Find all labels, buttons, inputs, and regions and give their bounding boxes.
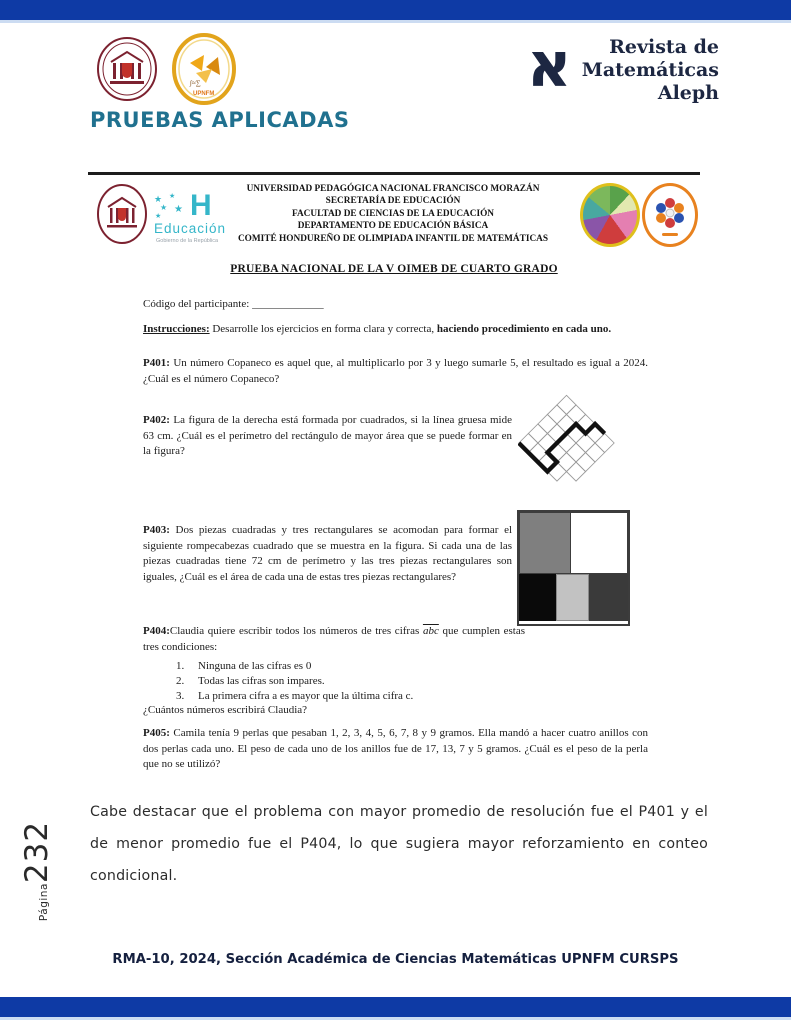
institution-line4: DEPARTAMENTO DE EDUCACIÓN BÁSICA (297, 221, 489, 232)
journal-title-line1: Revista de (609, 36, 719, 58)
institution-line3: FACULTAD DE CIENCIAS DE LA EDUCACIÓN (291, 208, 495, 219)
page-number-value: 232 (19, 820, 55, 884)
educacion-label: Educación (154, 221, 227, 236)
exam-header (88, 181, 700, 251)
condition-number: 3. (176, 690, 185, 702)
p404-text-post: que cumplen estas tres condiciones: (143, 625, 526, 653)
honduras-stars-icon: ★ ★ ★ ★ ★ (154, 192, 183, 220)
journal-title-line3: Aleph (657, 82, 719, 104)
p405-text: Camila tenía 9 perlas que pesaban 1, 2, 3, 4, 5, 6, 7, 8 y 9 gramos. Ella mandó a hacer cuatro anillos con dos perlas cada uno. El peso de cada uno de los anillos fue de 17, 13, 7 y 5 gramos. ¿Cuál es el peso de la perla que no se utilizó? (143, 727, 648, 770)
p404-abc-overline: $\overline{abc}$ (422, 625, 439, 637)
instructions (143, 322, 648, 338)
condition-text: La primera cifra a es mayor que la última cifra c. (198, 690, 414, 702)
condition-text: Todas las cifras son impares. (198, 675, 325, 687)
problem-p404 (143, 624, 525, 655)
p401-label: P401: (143, 357, 170, 369)
condition-number: 2. (176, 675, 185, 687)
olimpiada-infantil-logo-icon (580, 183, 640, 247)
institution-line5: COMITÉ HONDUREÑO DE OLIMPIADA INFANTIL DE MATEMÁTICAS (237, 233, 549, 244)
aleph-icon: א (526, 28, 572, 101)
section-title: PRUEBAS APLICADAS (90, 108, 350, 132)
p404-question: ¿Cuántos números escribirá Claudia? (143, 704, 308, 716)
problem-p405 (143, 726, 648, 773)
puzzle-gray-square (519, 512, 571, 574)
academy-math-logo-icon (172, 33, 236, 105)
p403-label: P403: (143, 524, 170, 536)
journal-footer: RMA-10, 2024, Sección Académica de Ciencias Matemáticas UPNFM CURSPS (112, 952, 679, 967)
p404-conditions-list (176, 659, 596, 704)
exam-title: PRUEBA NACIONAL DE LA V OIMEB DE CUARTO GRADO (230, 263, 558, 275)
journal-title-line2: Matemáticas (581, 59, 719, 81)
educacion-h-icon: H (190, 189, 212, 222)
page-number-label: Página (38, 883, 50, 922)
p403-puzzle-figure (517, 510, 630, 626)
codigo-blank: _____________ (252, 298, 324, 310)
instructions-bold: haciendo procedimiento en cada uno. (436, 323, 612, 335)
p402-label: P402: (143, 414, 170, 426)
svg-text:∫≈∑: ∫≈∑ (190, 79, 201, 87)
p405-label: P405: (143, 727, 170, 739)
puzzle-lightgray-rect (556, 574, 589, 621)
instructions-label: Instrucciones: (143, 323, 210, 335)
journal-title (582, 30, 719, 105)
educacion-basica-logo-icon (642, 183, 698, 247)
codigo-line (143, 297, 648, 313)
p404-label: P404: (143, 625, 170, 637)
problem-p403 (143, 523, 512, 585)
gobierno-sublabel: Gobierno de la República (156, 238, 219, 244)
closing-note: Cabe destacar que el problema con mayor promedio de resolución fue el P401 y el de menor promedio fue el P404, lo que sugiera mayor reforzamiento en conteo condicional. (90, 804, 708, 884)
p402-text: La figura de la derecha está formada por cuadrados, si la línea gruesa mide 63 cm. ¿Cuál es el perímetro del rectángulo de mayor área que se puede formar en la figura? (143, 414, 512, 457)
journal-brand (527, 30, 719, 105)
problem-p401 (143, 356, 648, 387)
instructions-text: Desarrolle los ejercicios en forma clara y correcta, (212, 323, 435, 335)
institution-lines (208, 183, 578, 245)
codigo-label: Código del participante: (143, 298, 250, 310)
condition-item (176, 659, 596, 674)
exam-document-scan (88, 172, 700, 793)
puzzle-white-square (571, 512, 628, 574)
p403-text: Dos piezas cuadradas y tres rectangulares se acomodan para formar el siguiente rompecabezas cuadrado que se muestra en la figura. Si cada una de las piezas cuadradas tiene 72 cm de perímetro y las tres piezas rectangulares son iguales, ¿Cuál es el área de cada una de estas tres piezas rectangulares? (143, 524, 513, 583)
top-accent-bar (0, 0, 791, 23)
condition-item (176, 689, 596, 704)
p401-text: Un número Copaneco es aquel que, al multiplicarlo por 3 y luego sumarle 5, el resultado es igual a 2024. ¿Cuál es el número Copaneco? (143, 357, 648, 385)
condition-item (176, 674, 596, 689)
condition-number: 1. (176, 660, 185, 672)
condition-text: Ninguna de las cifras es 0 (198, 660, 312, 672)
problem-p402 (143, 413, 512, 460)
bottom-accent-bar (0, 997, 791, 1020)
institution-line1: UNIVERSIDAD PEDAGÓGICA NACIONAL FRANCISCO MORAZÁN (246, 184, 540, 194)
puzzle-black-rect (519, 574, 556, 621)
svg-text:UPNFM: UPNFM (193, 91, 215, 97)
upnfm-seal-icon (96, 36, 158, 102)
puzzle-darkgray-rect (589, 574, 628, 621)
institution-line2: SECRETARÍA DE EDUCACIÓN (325, 196, 461, 207)
p402-lattice-figure (518, 393, 615, 493)
upnfm-seal-small-icon (96, 183, 148, 245)
p404-text-pre: Claudia quiere escribir todos los números de tres cifras (169, 625, 420, 637)
page-number (19, 811, 69, 931)
